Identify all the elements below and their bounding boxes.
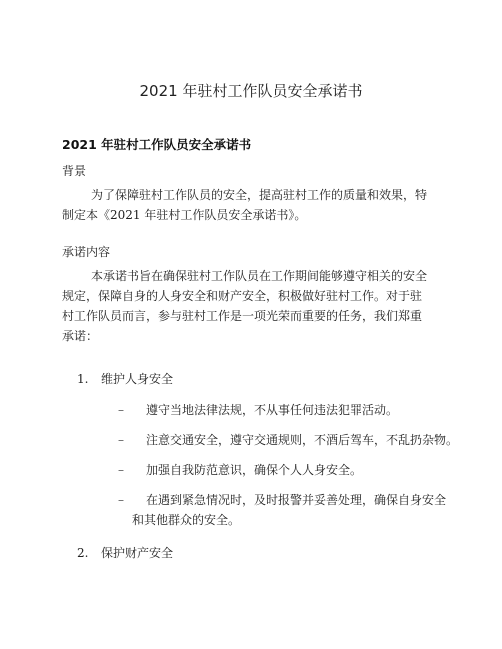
background-paragraph [62, 185, 442, 225]
paragraph-line: 为了保障驻村工作队员的安全，提高驻村工作的质量和效果，特 [91, 188, 428, 202]
bullet-item: – 注意交通安全，遵守交通规则，不酒后驾车，不乱扔杂物。 [118, 430, 458, 450]
dash-icon: – [118, 493, 124, 507]
paragraph-line: 村工作队员而言，参与驻村工作是一项光荣而重要的任务，我们郑重 [62, 309, 423, 323]
paragraph-line: 承诺： [62, 329, 99, 343]
bullet-item: – 在遇到紧急情况时，及时报警并妥善处理，确保自身安全 和其他群众的安全。 [118, 490, 446, 530]
list-number: 1. [77, 372, 89, 386]
commitment-paragraph [62, 266, 442, 346]
commitment-label: 承诺内容 [62, 245, 111, 259]
dash-icon: – [118, 463, 124, 477]
paragraph-line: 制定本《2021 年驻村工作队员安全承诺书》。 [62, 208, 307, 222]
list-title: 保护财产安全 [101, 546, 174, 560]
list-number: 2. [77, 546, 89, 560]
list-item-2-heading [77, 544, 173, 561]
dash-icon: – [118, 433, 124, 447]
bullet-item: – 遵守当地法律法规，不从事任何违法犯罪活动。 [118, 400, 398, 420]
document-title: 2021 年驻村工作队员安全承诺书 [139, 82, 363, 100]
background-label: 背景 [62, 164, 87, 178]
dash-icon: – [118, 403, 124, 417]
list-item-1-heading [77, 370, 173, 387]
paragraph-line: 规定，保障自身的人身安全和财产安全，积极做好驻村工作。对于驻 [62, 289, 423, 303]
section-heading: 2021 年驻村工作队员安全承诺书 [62, 137, 252, 152]
bullet-continuation: 和其他群众的安全。 [132, 513, 241, 527]
list-title: 维护人身安全 [101, 372, 174, 386]
bullet-item: – 加强自我防范意识，确保个人人身安全。 [118, 460, 362, 480]
paragraph-line: 本承诺书旨在确保驻村工作队员在工作期间能够遵守相关的安全 [91, 269, 428, 283]
